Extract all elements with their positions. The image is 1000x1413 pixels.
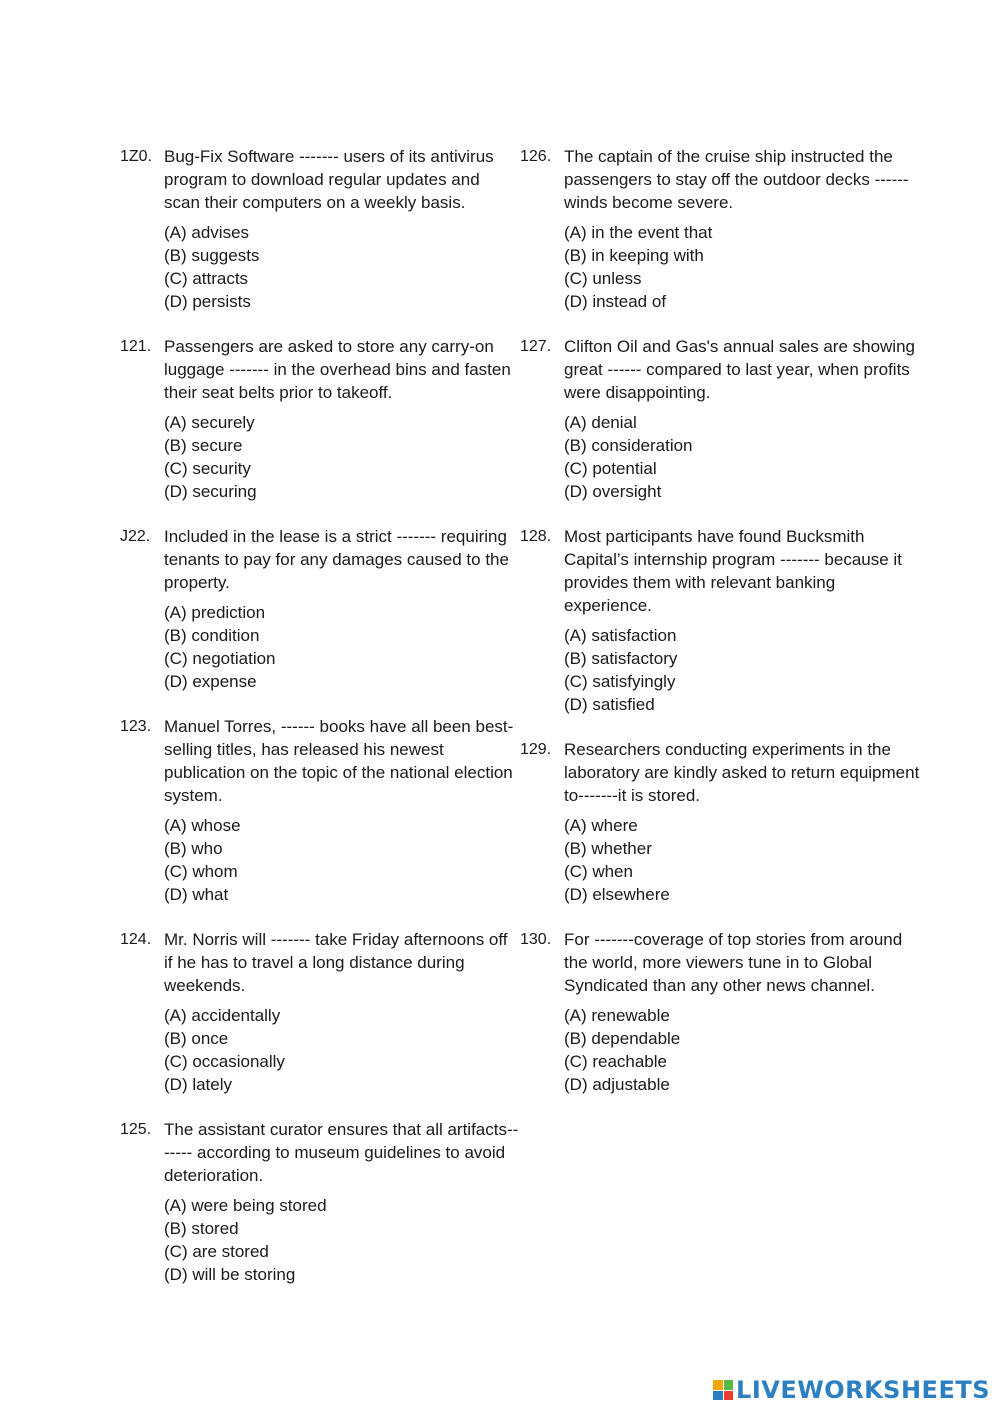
- question-text: Passengers are asked to store any carry-on luggage ------- in the overhead bins and fasten their seat belts prior to takeoff.: [164, 337, 511, 402]
- option-a[interactable]: (A) renewable: [564, 1006, 670, 1025]
- question-text: The captain of the cruise ship instructed the passengers to stay off the outdoor decks ------ winds become severe.: [564, 147, 909, 212]
- question-text: For -------coverage of top stories from around the world, more viewers tune in to Global Syndicated than any other news channel.: [564, 930, 903, 995]
- question-number: 128.: [520, 528, 552, 545]
- question-123: [120, 715, 520, 906]
- answer-options: [564, 221, 920, 313]
- question-129: [520, 738, 920, 906]
- question-128: [520, 525, 920, 716]
- question-125: [120, 1118, 520, 1286]
- question-text: Included in the lease is a strict ------- requiring tenants to pay for any damages caused to the property.: [164, 527, 509, 592]
- option-c[interactable]: (C) unless: [564, 269, 642, 288]
- option-a[interactable]: (A) whose: [164, 816, 241, 835]
- question-text: Clifton Oil and Gas's annual sales are showing great ------ compared to last year, when profits were disappointing.: [564, 337, 915, 402]
- question-126: [520, 145, 920, 313]
- option-b[interactable]: (B) secure: [164, 436, 243, 455]
- option-b[interactable]: (B) satisfactory: [564, 649, 678, 668]
- answer-options: [164, 1004, 520, 1096]
- option-b[interactable]: (B) whether: [564, 839, 652, 858]
- question-130: [520, 928, 920, 1096]
- option-c[interactable]: (C) are stored: [164, 1242, 269, 1261]
- logo-text: LIVEWORKSHEETS: [736, 1376, 990, 1404]
- option-d[interactable]: (D) expense: [164, 672, 257, 691]
- option-a[interactable]: (A) prediction: [164, 603, 266, 622]
- option-d[interactable]: (D) lately: [164, 1075, 233, 1094]
- question-127: [520, 335, 920, 503]
- answer-options: [564, 411, 920, 503]
- answer-options: [164, 221, 520, 313]
- option-a[interactable]: (A) denial: [564, 413, 637, 432]
- option-b[interactable]: (B) in keeping with: [564, 246, 704, 265]
- question-120: [120, 145, 520, 313]
- option-d[interactable]: (D) securing: [164, 482, 257, 501]
- question-text: Most participants have found Bucksmith Capital’s internship program ------- because it provides them with relevant banking experience.: [564, 527, 902, 615]
- option-c[interactable]: (C) attracts: [164, 269, 249, 288]
- question-number: 121.: [120, 338, 152, 355]
- option-d[interactable]: (D) satisfied: [564, 695, 655, 714]
- question-number: 1Z0.: [120, 148, 153, 165]
- option-c[interactable]: (C) reachable: [564, 1052, 667, 1071]
- right-column: [520, 145, 920, 1096]
- question-number: 125.: [120, 1121, 152, 1138]
- answer-options: [164, 411, 520, 503]
- question-text: Bug-Fix Software ------- users of its antivirus program to download regular updates and scan their computers on a weekly basis.: [164, 147, 494, 212]
- option-a[interactable]: (A) advises: [164, 223, 250, 242]
- answer-options: [564, 814, 920, 906]
- option-a[interactable]: (A) were being stored: [164, 1196, 327, 1215]
- question-number: 124.: [120, 931, 152, 948]
- option-b[interactable]: (B) dependable: [564, 1029, 681, 1048]
- question-122: [120, 525, 520, 693]
- question-text: Researchers conducting experiments in the laboratory are kindly asked to return equipment to-------it is stored.: [564, 740, 920, 805]
- option-c[interactable]: (C) satisfyingly: [564, 672, 676, 691]
- option-c[interactable]: (C) potential: [564, 459, 657, 478]
- option-b[interactable]: (B) who: [164, 839, 223, 858]
- option-b[interactable]: (B) suggests: [164, 246, 260, 265]
- answer-options: [564, 624, 920, 716]
- option-d[interactable]: (D) adjustable: [564, 1075, 670, 1094]
- answer-options: [564, 1004, 920, 1096]
- option-a[interactable]: (A) accidentally: [164, 1006, 281, 1025]
- option-a[interactable]: (A) securely: [164, 413, 255, 432]
- question-121: [120, 335, 520, 503]
- option-b[interactable]: (B) stored: [164, 1219, 239, 1238]
- option-b[interactable]: (B) condition: [164, 626, 260, 645]
- question-text: Manuel Torres, ------ books have all been best-selling titles, has released his newest publication on the topic of the national election system.: [164, 717, 514, 805]
- option-c[interactable]: (C) negotiation: [164, 649, 276, 668]
- question-number: 130.: [520, 931, 552, 948]
- option-d[interactable]: (D) elsewhere: [564, 885, 670, 904]
- option-d[interactable]: (D) what: [164, 885, 229, 904]
- answer-options: [164, 814, 520, 906]
- option-d[interactable]: (D) persists: [164, 292, 251, 311]
- option-c[interactable]: (C) when: [564, 862, 633, 881]
- question-text: The assistant curator ensures that all artifacts------- according to museum guidelines to avoid deterioration.: [164, 1120, 519, 1185]
- question-text: Mr. Norris will ------- take Friday afternoons off if he has to travel a long distance during weekends.: [164, 930, 508, 995]
- option-d[interactable]: (D) will be storing: [164, 1265, 296, 1284]
- option-a[interactable]: (A) in the event that: [564, 223, 713, 242]
- question-number: 129.: [520, 741, 552, 758]
- option-c[interactable]: (C) occasionally: [164, 1052, 285, 1071]
- answer-options: [164, 601, 520, 693]
- question-number: J22.: [120, 528, 151, 545]
- question-number: 127.: [520, 338, 552, 355]
- left-column: [120, 145, 520, 1286]
- liveworksheets-logo: [713, 1375, 990, 1405]
- option-b[interactable]: (B) once: [164, 1029, 229, 1048]
- option-c[interactable]: (C) security: [164, 459, 251, 478]
- option-d[interactable]: (D) instead of: [564, 292, 667, 311]
- option-a[interactable]: (A) satisfaction: [564, 626, 677, 645]
- answer-options: [164, 1194, 520, 1286]
- option-d[interactable]: (D) oversight: [564, 482, 662, 501]
- logo-icon: [713, 1380, 733, 1400]
- option-b[interactable]: (B) consideration: [564, 436, 693, 455]
- option-c[interactable]: (C) whom: [164, 862, 238, 881]
- option-a[interactable]: (A) where: [564, 816, 638, 835]
- question-number: 123.: [120, 718, 152, 735]
- question-124: [120, 928, 520, 1096]
- question-number: 126.: [520, 148, 552, 165]
